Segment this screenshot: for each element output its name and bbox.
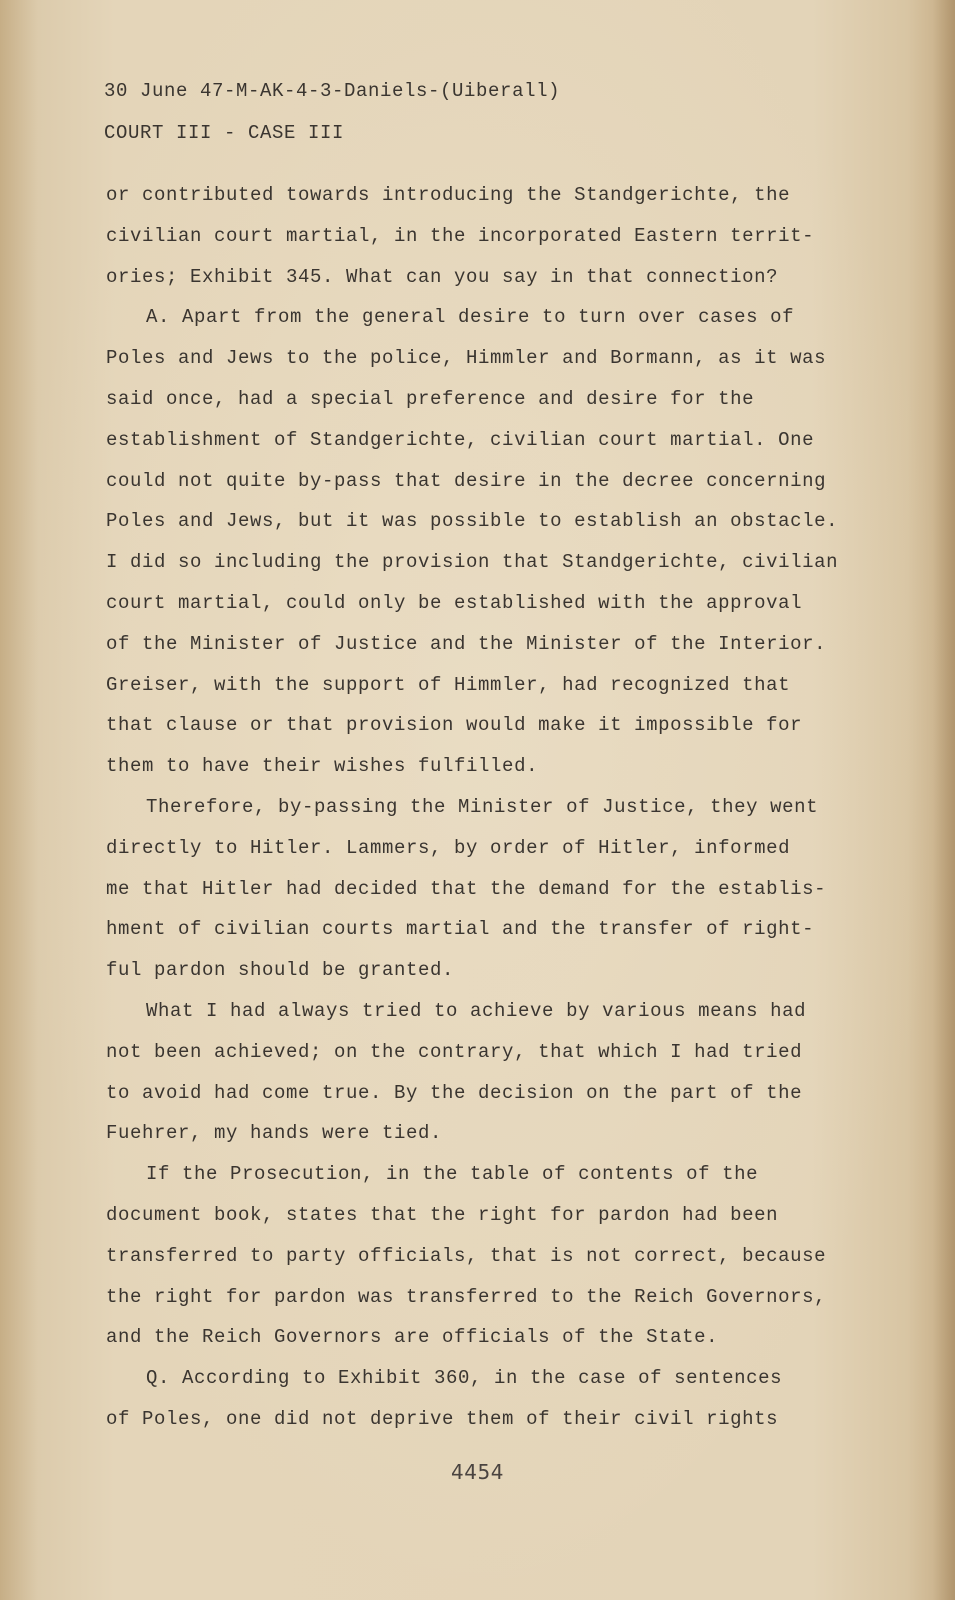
transcript-line: Greiser, with the support of Himmler, had recognized that	[106, 673, 791, 696]
transcript-line: me that Hitler had decided that the demand for the establis-	[106, 877, 827, 900]
transcript-line: hment of civilian courts martial and the transfer of right-	[106, 918, 815, 941]
transcript-line: of the Minister of Justice and the Minister of the Interior.	[106, 632, 827, 655]
transcript-line: What I had always tried to achieve by various means had	[146, 999, 807, 1022]
transcript-line: not been achieved; on the contrary, that which I had tried	[106, 1040, 803, 1063]
transcript-line: Therefore, by-passing the Minister of Justice, they went	[146, 795, 819, 818]
transcript-line: I did so including the provision that Standgerichte, civilian	[106, 551, 839, 574]
header-court-line: COURT III - CASE III	[104, 122, 345, 144]
transcript-line: Q. According to Exhibit 360, in the case of sentences	[146, 1367, 783, 1390]
transcript-line: Fuehrer, my hands were tied.	[106, 1122, 443, 1145]
transcript-line: Poles and Jews, but it was possible to establish an obstacle.	[106, 510, 839, 533]
transcript-line: Poles and Jews to the police, Himmler and Bormann, as it was	[106, 347, 827, 370]
transcript-line: establishment of Standgerichte, civilian court martial. One	[106, 428, 815, 451]
header-session-line: 30 June 47-M-AK-4-3-Daniels-(Uiberall)	[104, 80, 561, 102]
transcript-line: ories; Exhibit 345. What can you say in that connection?	[106, 265, 779, 288]
transcript-line: the right for pardon was transferred to the Reich Governors,	[106, 1285, 827, 1308]
transcript-line: could not quite by-pass that desire in the decree concerning	[106, 469, 827, 492]
transcript-line: A. Apart from the general desire to turn over cases of	[146, 306, 795, 329]
transcript-line: them to have their wishes fulfilled.	[106, 755, 539, 778]
transcript-line: court martial, could only be established with the approval	[106, 591, 803, 614]
transcript-line: ful pardon should be granted.	[106, 959, 455, 982]
page-number: 4454	[451, 1460, 504, 1484]
transcript-line: or contributed towards introducing the Standgerichte, the	[106, 184, 791, 206]
transcript-line: said once, had a special preference and desire for the	[106, 387, 755, 410]
transcript-line: directly to Hitler. Lammers, by order of Hitler, informed	[106, 836, 791, 859]
transcript-body	[106, 175, 876, 1440]
transcript-line: to avoid had come true. By the decision on the part of the	[106, 1081, 803, 1104]
transcript-line: transferred to party officials, that is not correct, because	[106, 1244, 827, 1267]
transcript-line: that clause or that provision would make it impossible for	[106, 714, 803, 737]
transcript-line: of Poles, one did not deprive them of their civil rights	[106, 1407, 779, 1430]
transcript-line: and the Reich Governors are officials of the State.	[106, 1326, 719, 1349]
transcript-line: civilian court martial, in the incorporated Eastern territ-	[106, 224, 815, 247]
transcript-line: document book, states that the right for pardon had been	[106, 1203, 779, 1226]
page-edge-shadow	[933, 0, 955, 1600]
transcript-line: If the Prosecution, in the table of contents of the	[146, 1163, 759, 1186]
